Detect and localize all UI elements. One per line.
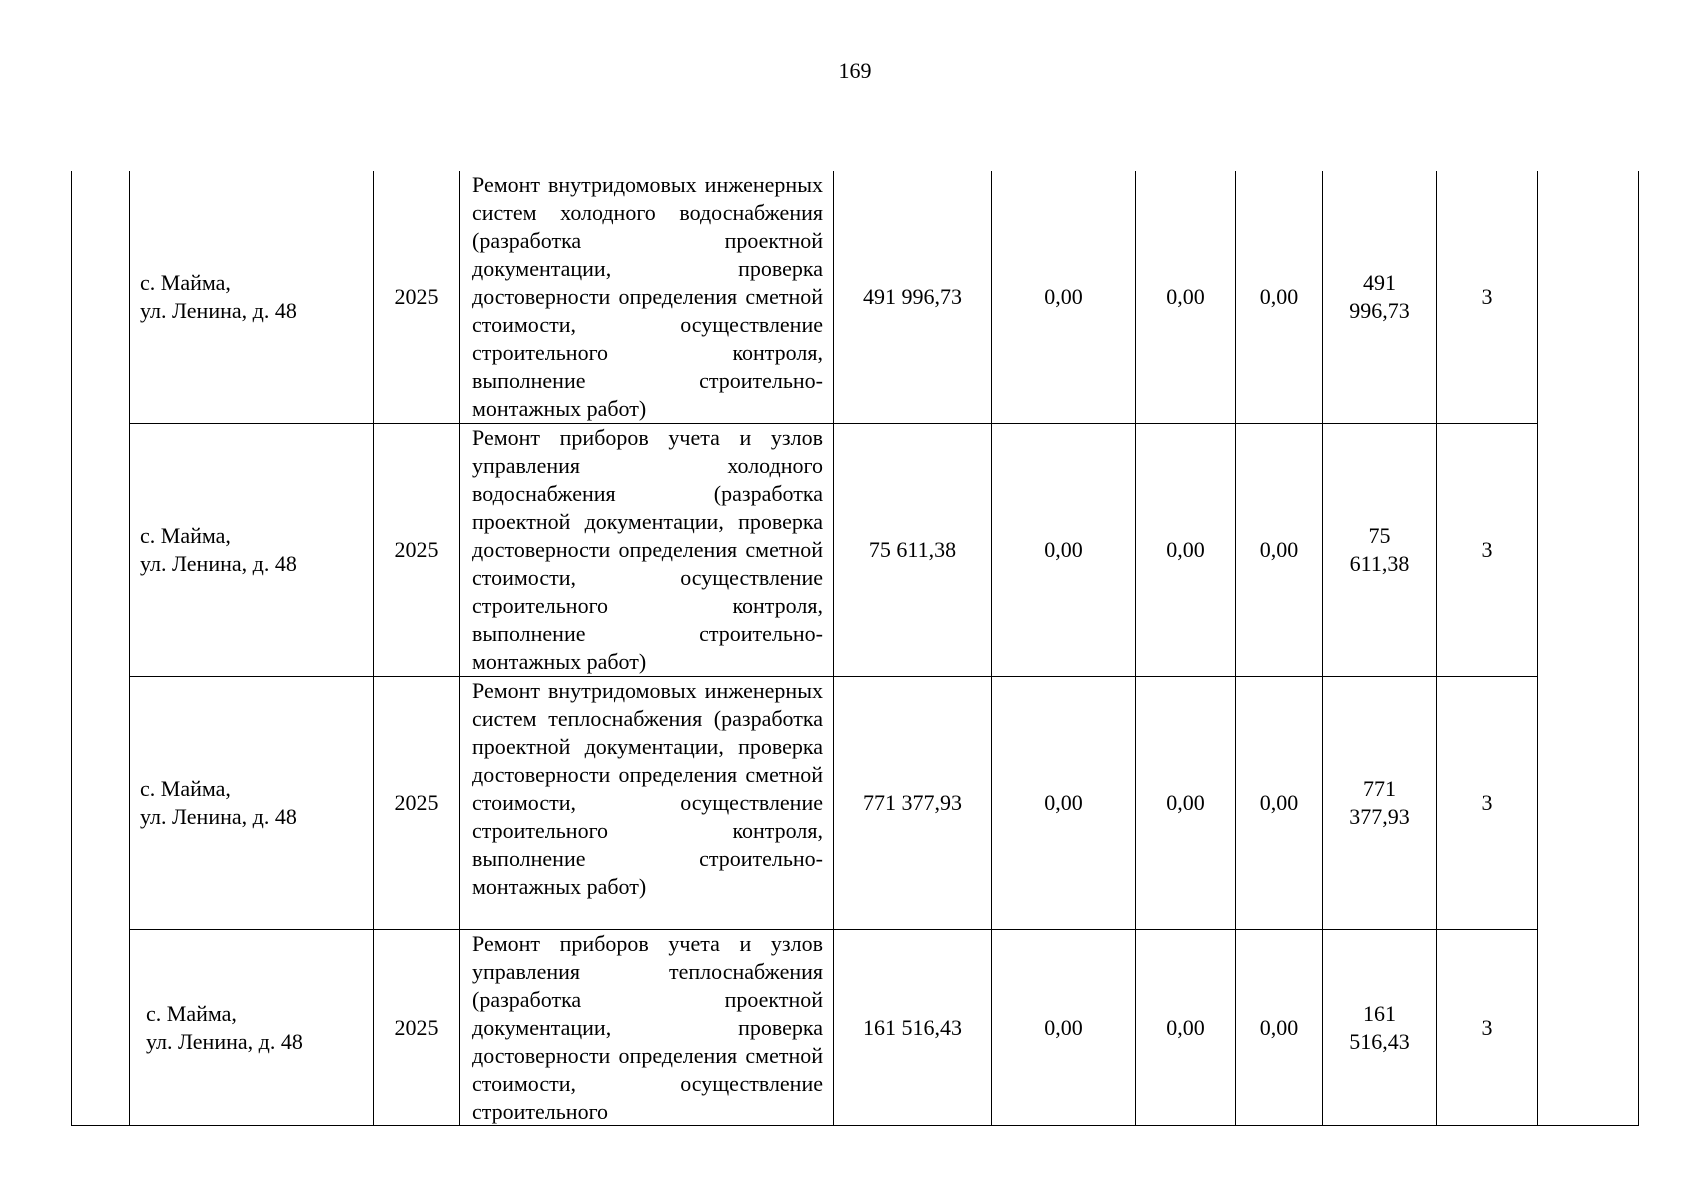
cost-cell: 75 611,38 xyxy=(834,424,992,677)
amount-cell-a: 0,00 xyxy=(992,424,1136,677)
work-description-cell: Ремонт внутридомовых инженерных систем холодного водоснабжения (разработка проектной документации, проверка достоверности определения сметной стоимости, осуществление строительного контроля, выполнение строительно-монтажных работ) xyxy=(460,171,834,424)
code-cell: 3 xyxy=(1437,171,1538,424)
total-cell: 161 516,43 xyxy=(1323,930,1437,1127)
work-description-cell xyxy=(460,930,834,1127)
repair-schedule-table xyxy=(129,171,1538,1126)
amount-cell-c: 0,00 xyxy=(1236,930,1323,1127)
total-cell: 75 611,38 xyxy=(1323,424,1437,677)
year-cell: 2025 xyxy=(374,677,460,930)
code-cell: 3 xyxy=(1437,930,1538,1127)
year-cell: 2025 xyxy=(374,171,460,424)
address-cell: с. Майма, ул. Ленина, д. 48 xyxy=(130,171,374,424)
year-cell: 2025 xyxy=(374,930,460,1127)
address-cell: с. Майма, ул. Ленина, д. 48 xyxy=(130,930,374,1127)
amount-cell-b: 0,00 xyxy=(1136,424,1236,677)
work-description-cell: Ремонт внутридомовых инженерных систем теплоснабжения (разработка проектной документации, проверка достоверности определения сметной стоимости, осуществление строительного контроля, выполнение строительно-монтажных работ) xyxy=(460,677,834,930)
code-cell: 3 xyxy=(1437,677,1538,930)
table-row xyxy=(130,930,1538,1127)
table-row xyxy=(130,171,1538,424)
cost-cell: 771 377,93 xyxy=(834,677,992,930)
address-cell: с. Майма, ул. Ленина, д. 48 xyxy=(130,677,374,930)
amount-cell-c: 0,00 xyxy=(1236,677,1323,930)
table-row xyxy=(130,677,1538,930)
amount-cell-a: 0,00 xyxy=(992,677,1136,930)
amount-cell-c: 0,00 xyxy=(1236,171,1323,424)
code-cell: 3 xyxy=(1437,424,1538,677)
amount-cell-b: 0,00 xyxy=(1136,171,1236,424)
page-number: 169 xyxy=(838,58,872,83)
amount-cell-b: 0,00 xyxy=(1136,930,1236,1127)
cost-cell: 491 996,73 xyxy=(834,171,992,424)
amount-cell-a: 0,00 xyxy=(992,171,1136,424)
total-cell: 771 377,93 xyxy=(1323,677,1437,930)
year-cell: 2025 xyxy=(374,424,460,677)
amount-cell-b: 0,00 xyxy=(1136,677,1236,930)
amount-cell-a: 0,00 xyxy=(992,930,1136,1127)
table-row xyxy=(130,424,1538,677)
total-cell: 491 996,73 xyxy=(1323,171,1437,424)
work-description-cell: Ремонт приборов учета и узлов управления холодного водоснабжения (разработка проектной документации, проверка достоверности определения сметной стоимости, осуществление строительного контроля, выполнение строительно-монтажных работ) xyxy=(460,424,834,677)
cost-cell: 161 516,43 xyxy=(834,930,992,1127)
amount-cell-c: 0,00 xyxy=(1236,424,1323,677)
work-description-text: Ремонт приборов учета и узлов управления теплоснабжения (разработка проектной документации, проверка достоверности определения сметной стоимости, осуществление строительного xyxy=(472,931,823,1124)
address-cell: с. Майма, ул. Ленина, д. 48 xyxy=(130,424,374,677)
